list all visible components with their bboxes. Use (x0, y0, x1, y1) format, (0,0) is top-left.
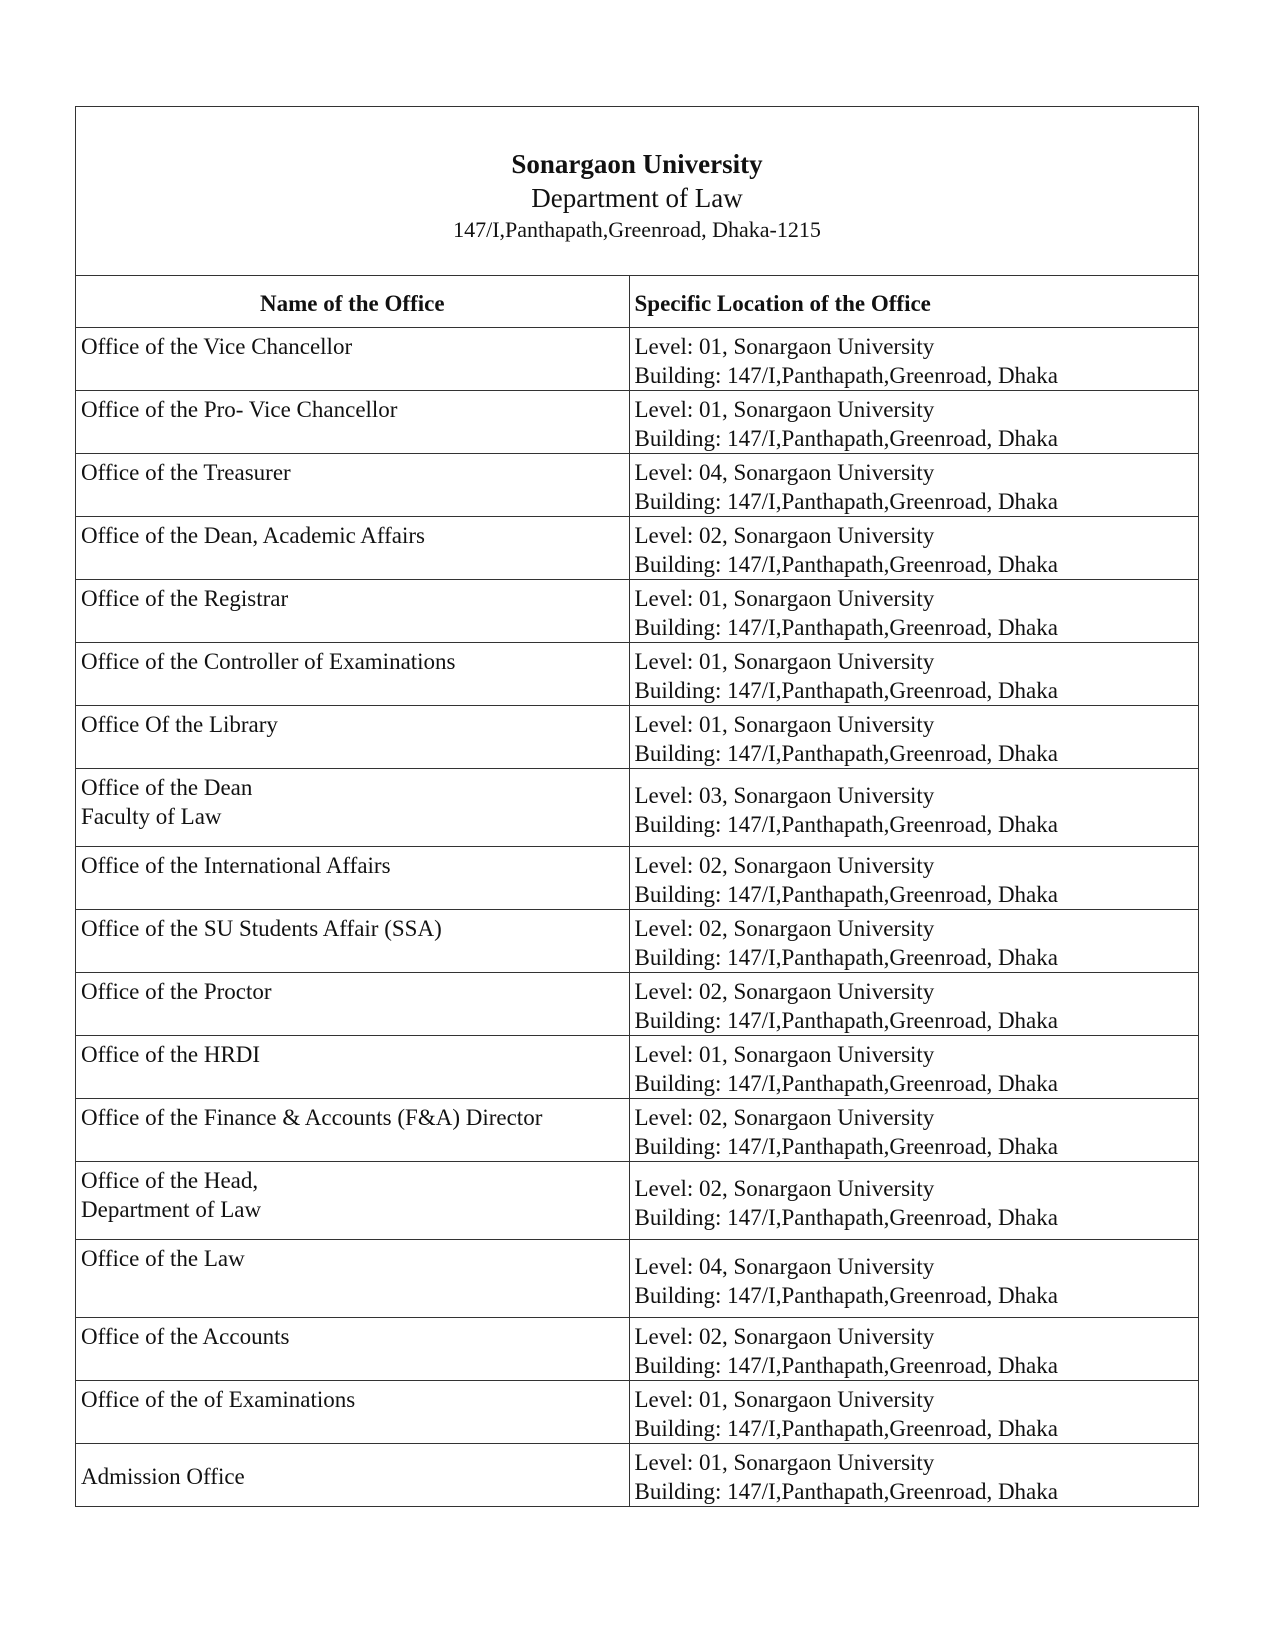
table-row (76, 1380, 1198, 1443)
office-building: Building: 147/I,Panthapath,Greenroad, Dhaka (634, 881, 1058, 907)
office-level: Level: 01, Sonargaon University (634, 1386, 935, 1412)
office-building: Building: 147/I,Panthapath,Greenroad, Dhaka (634, 740, 1058, 766)
office-name-cell (76, 1098, 629, 1161)
department-name: Department of Law (531, 183, 743, 213)
table-row (76, 1317, 1198, 1380)
column-header-location: Specific Location of the Office (629, 276, 1198, 327)
table-row (76, 327, 1198, 390)
office-building: Building: 147/I,Panthapath,Greenroad, Dhaka (634, 1282, 1058, 1308)
office-location-cell (629, 453, 1198, 516)
office-level: Level: 02, Sonargaon University (634, 522, 935, 548)
office-location-cell (629, 909, 1198, 972)
office-level: Level: 01, Sonargaon University (634, 711, 935, 737)
office-name-cell (76, 909, 629, 972)
office-location-cell (629, 1161, 1198, 1239)
office-level: Level: 03, Sonargaon University (634, 782, 935, 808)
office-name: Office of the Dean, Academic Affairs (81, 522, 426, 548)
office-location-cell (629, 579, 1198, 642)
office-level: Level: 01, Sonargaon University (634, 1449, 935, 1475)
table-row (76, 1035, 1198, 1098)
office-level: Level: 02, Sonargaon University (634, 1104, 935, 1130)
office-level: Level: 02, Sonargaon University (634, 852, 935, 878)
office-name-cell (76, 642, 629, 705)
office-name-cell (76, 390, 629, 453)
office-location-table (76, 276, 1198, 1506)
office-building: Building: 147/I,Panthapath,Greenroad, Dhaka (634, 1352, 1058, 1378)
office-location-cell (629, 1098, 1198, 1161)
table-row (76, 1443, 1198, 1506)
office-name: Admission Office (81, 1464, 245, 1490)
office-name-cell (76, 516, 629, 579)
office-location-cell (629, 1317, 1198, 1380)
office-location-cell (629, 390, 1198, 453)
office-building: Building: 147/I,Panthapath,Greenroad, Dhaka (634, 1133, 1058, 1159)
office-name: Office of the Controller of Examinations (81, 648, 456, 674)
table-row (76, 705, 1198, 768)
office-name: Office of the International Affairs (81, 852, 391, 878)
office-level: Level: 04, Sonargaon University (634, 459, 935, 485)
office-directory-document (75, 106, 1199, 1507)
table-row (76, 768, 1198, 846)
office-location-cell (629, 768, 1198, 846)
office-name-cell (76, 705, 629, 768)
office-level: Level: 01, Sonargaon University (634, 396, 935, 422)
office-building: Building: 147/I,Panthapath,Greenroad, Dhaka (634, 551, 1058, 577)
office-name: Office of the Treasurer (81, 459, 291, 485)
office-level: Level: 04, Sonargaon University (634, 1253, 935, 1279)
office-name-cell (76, 1035, 629, 1098)
office-building: Building: 147/I,Panthapath,Greenroad, Dhaka (634, 944, 1058, 970)
office-building: Building: 147/I,Panthapath,Greenroad, Dhaka (634, 1070, 1058, 1096)
office-name-cell (76, 1443, 629, 1506)
office-name: Office of the Vice Chancellor (81, 333, 353, 359)
table-header-row (76, 276, 1198, 327)
table-row (76, 1098, 1198, 1161)
office-name: Faculty of Law (81, 803, 222, 829)
office-name-cell (76, 1239, 629, 1317)
office-location-cell (629, 972, 1198, 1035)
office-name: Office of the Accounts (81, 1323, 290, 1349)
office-name: Office of the HRDI (81, 1041, 261, 1067)
document-header (76, 107, 1198, 276)
office-level: Level: 02, Sonargaon University (634, 1175, 935, 1201)
office-building: Building: 147/I,Panthapath,Greenroad, Dhaka (634, 677, 1058, 703)
table-row (76, 846, 1198, 909)
office-location-cell (629, 1380, 1198, 1443)
office-name: Office of the Registrar (81, 585, 289, 611)
office-location-cell (629, 846, 1198, 909)
office-name: Office of the Dean (81, 774, 253, 800)
table-row (76, 390, 1198, 453)
office-level: Level: 02, Sonargaon University (634, 1323, 935, 1349)
office-level: Level: 01, Sonargaon University (634, 585, 935, 611)
office-location-cell (629, 516, 1198, 579)
table-row (76, 453, 1198, 516)
office-building: Building: 147/I,Panthapath,Greenroad, Dhaka (634, 811, 1058, 837)
office-name: Office of the Pro- Vice Chancellor (81, 396, 398, 422)
office-level: Level: 01, Sonargaon University (634, 1041, 935, 1067)
office-location-cell (629, 1443, 1198, 1506)
office-location-cell (629, 327, 1198, 390)
office-name-cell (76, 768, 629, 846)
office-level: Level: 01, Sonargaon University (634, 333, 935, 359)
office-name: Department of Law (81, 1196, 262, 1222)
office-name: Office of the Law (81, 1245, 245, 1271)
table-row (76, 972, 1198, 1035)
university-name: Sonargaon University (511, 149, 763, 179)
office-building: Building: 147/I,Panthapath,Greenroad, Dhaka (634, 362, 1058, 388)
table-row (76, 1239, 1198, 1317)
office-name-cell (76, 1380, 629, 1443)
office-name-cell (76, 972, 629, 1035)
office-location-cell (629, 1239, 1198, 1317)
office-building: Building: 147/I,Panthapath,Greenroad, Dhaka (634, 614, 1058, 640)
office-name-cell (76, 327, 629, 390)
table-row (76, 516, 1198, 579)
office-level: Level: 01, Sonargaon University (634, 648, 935, 674)
university-address: 147/I,Panthapath,Greenroad, Dhaka-1215 (453, 217, 821, 242)
office-name: Office of the of Examinations (81, 1386, 356, 1412)
office-name: Office Of the Library (81, 711, 278, 737)
table-row (76, 579, 1198, 642)
office-name-cell (76, 1161, 629, 1239)
office-location-cell (629, 642, 1198, 705)
table-row (76, 642, 1198, 705)
office-name: Office of the Finance & Accounts (F&A) Director (81, 1104, 543, 1130)
office-name-cell (76, 1317, 629, 1380)
office-name: Office of the Proctor (81, 978, 272, 1004)
office-location-cell (629, 1035, 1198, 1098)
office-name: Office of the SU Students Affair (SSA) (81, 915, 442, 941)
office-level: Level: 02, Sonargaon University (634, 915, 935, 941)
office-building: Building: 147/I,Panthapath,Greenroad, Dhaka (634, 1415, 1058, 1441)
office-building: Building: 147/I,Panthapath,Greenroad, Dhaka (634, 488, 1058, 514)
office-building: Building: 147/I,Panthapath,Greenroad, Dhaka (634, 425, 1058, 451)
table-row (76, 909, 1198, 972)
office-location-cell (629, 705, 1198, 768)
office-name-cell (76, 453, 629, 516)
office-building: Building: 147/I,Panthapath,Greenroad, Dhaka (634, 1478, 1058, 1504)
column-header-office-name: Name of the Office (76, 276, 629, 327)
office-name: Office of the Head, (81, 1167, 259, 1193)
office-level: Level: 02, Sonargaon University (634, 978, 935, 1004)
office-building: Building: 147/I,Panthapath,Greenroad, Dhaka (634, 1204, 1058, 1230)
table-row (76, 1161, 1198, 1239)
office-name-cell (76, 579, 629, 642)
office-building: Building: 147/I,Panthapath,Greenroad, Dhaka (634, 1007, 1058, 1033)
office-name-cell (76, 846, 629, 909)
